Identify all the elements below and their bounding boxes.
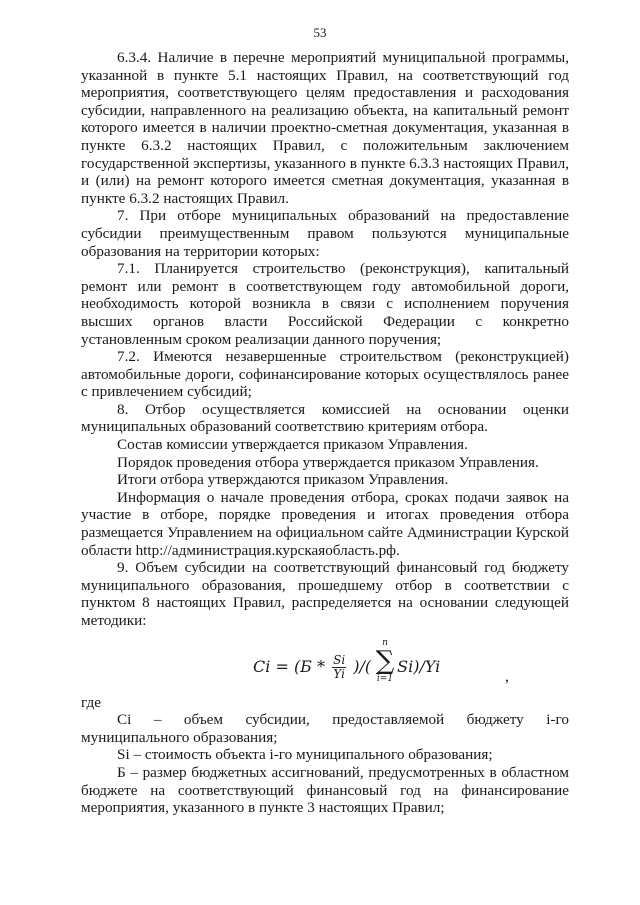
fraction-denominator: Yi [333,666,345,681]
ci-definition-continuation: муниципального образования; [81,728,278,746]
paragraph-commission: Состав комиссии утверждается приказом Управления. [117,436,468,454]
formula-rhs: Si)/Yi [397,656,441,676]
sum-upper-limit: n [382,637,388,648]
paragraph-7-2: 7.2. Имеются незавершенные строительством (реконструкцией) автомобильные дороги, софинансирование которых осуществлялось ранее с привлечением субсидий; [81,348,569,401]
ci-word: бюджету [466,711,524,729]
ci-word: Ci [117,711,132,729]
formula-mid: )/( [353,656,372,676]
page-body [81,49,569,817]
where-label: где [81,693,101,711]
fraction-numerator: Si [333,652,346,667]
formula-expression [253,654,440,681]
formula-fraction [332,654,346,681]
sigma-sign: ∑ [375,645,395,676]
formula-comma: , [505,667,509,685]
summation-symbol [373,638,397,684]
b-definition: Б – размер бюджетных ассигнований, предусмотренных в областном бюджете на соответствующий финансовый год на финансирование мероприятия, указанного в пункте 3 настоящих Правил; [81,763,569,817]
paragraph-procedure: Порядок проведения отбора утверждается приказом Управления. [117,453,539,471]
paragraph-8: 8. Отбор осуществляется комиссией на основании оценки муниципальных образований соответствию критериям отбора. [81,400,569,436]
page-number: 53 [313,25,327,40]
paragraph-7: 7. При отборе муниципальных образований на предоставление субсидии преимущественным правом пользуются муниципальные образования на территории которых: [81,207,569,260]
paragraph-information: Информация о начале проведения отбора, сроках подачи заявок на участие в отборе, порядке проведения и итогах проведения отбора размещается Управлением на официальном сайте Администрации Курской области http://администрация.курскаяобласть.рф. [81,488,569,559]
ci-word: предоставляемой [332,711,445,729]
ci-word: субсидии, [245,711,310,729]
subsidy-formula [81,632,569,694]
paragraph-7-1: 7.1. Планируется строительство (реконструкция), капитальный ремонт или ремонт в соответствующем году автомобильной дороги, необходимость которой возникла в связи с исполнением поручения высших органов власти Российской Федерации с конкретно установленным сроком реализации данного поручения; [81,260,569,348]
ci-word: – [153,711,162,729]
sum-lower-limit: i=1 [376,673,394,684]
paragraph-9: 9. Объем субсидии на соответствующий финансовый год бюджету муниципального образования, прошедшему отбор в соответствии с пунктом 8 настоящих Правил, распределяется на основании следующей методики: [81,559,569,629]
formula-lhs: Ci = (Б * [253,656,326,676]
ci-word: i-го [546,711,569,729]
si-definition: Si – стоимость объекта i-го муниципального образования; [117,746,493,764]
ci-definition-line [81,711,569,729]
paragraph-results: Итоги отбора утверждаются приказом Управления. [117,471,449,489]
paragraph-6-3-4: 6.3.4. Наличие в перечне мероприятий муниципальной программы, указанной в пункте 5.1 настоящих Правил, на соответствующий год мероприятия, соответствующего целям предоставления и расходования субсидии, направленного на реализацию объекта, на капитальный ремонт которого имеется в наличии проектно-сметная документация, указанная в пункте 6.3.2 настоящих Правил, с положительным заключением государственной экспертизы, указанного в пункте 6.3.3 настоящих Правил, и (или) на ремонт которого имеется сметная документация, указанная в пункте 6.3.2 настоящих Правил. [81,49,569,207]
ci-word: объем [183,711,224,729]
